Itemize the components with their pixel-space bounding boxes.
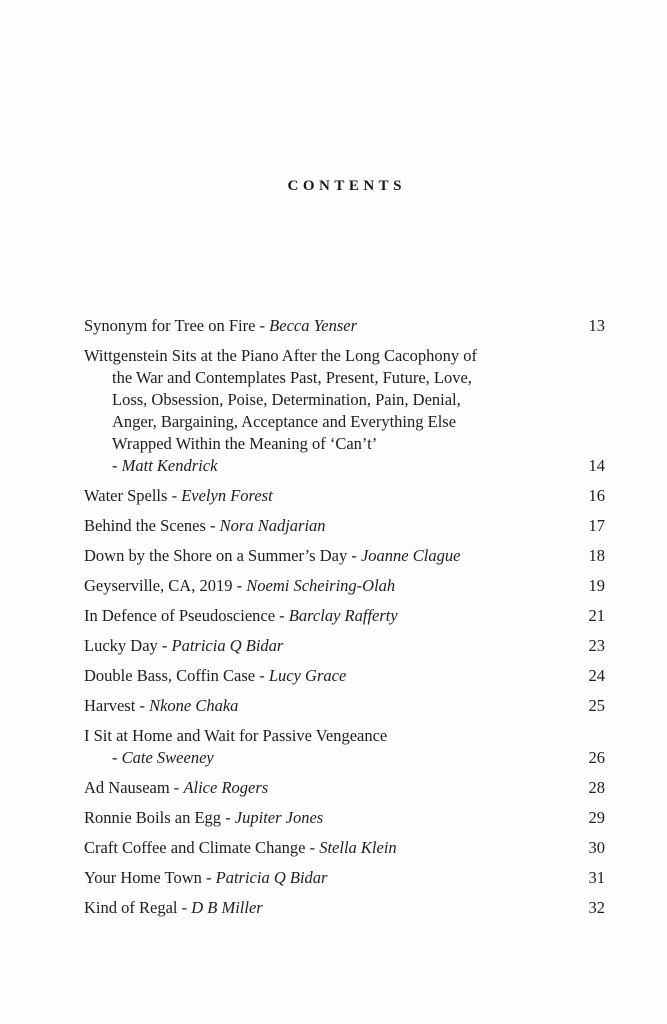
entry-title: [84, 545, 569, 567]
entry-title-line: Double Bass, Coffin Case - Lucy Grace: [84, 666, 347, 685]
table-of-contents: [84, 315, 605, 919]
toc-entry: [84, 665, 605, 687]
entry-title-line: Ronnie Boils an Egg - Jupiter Jones: [84, 808, 324, 827]
entry-title-line: Wittgenstein Sits at the Piano After the Long Cacophony of: [84, 346, 477, 365]
entry-author: Nkone Chaka: [149, 696, 239, 715]
entry-title-line: Harvest - Nkone Chaka: [84, 696, 239, 715]
entry-page-number: 32: [588, 898, 605, 917]
entry-title-line: Synonym for Tree on Fire - Becca Yenser: [84, 316, 357, 335]
entry-title: [84, 345, 569, 477]
entry-title: [84, 807, 569, 829]
entry-title-line: Behind the Scenes - Nora Nadjarian: [84, 516, 326, 535]
toc-entry: [84, 515, 605, 537]
toc-entry: [84, 605, 605, 627]
toc-entry: [84, 837, 605, 859]
entry-title: [84, 515, 569, 537]
entry-author-line: - Cate Sweeney: [112, 748, 214, 767]
page-title: CONTENTS: [287, 178, 407, 194]
entry-author: Noemi Scheiring-Olah: [246, 576, 396, 595]
entry-page-number: 24: [588, 666, 605, 685]
toc-entry: [84, 695, 605, 717]
entry-title-line: Geyserville, CA, 2019 - Noemi Scheiring-Olah: [84, 576, 396, 595]
entry-author: Patricia Q Bidar: [171, 636, 284, 655]
entry-author: Nora Nadjarian: [219, 516, 326, 535]
entry-page-number: 13: [588, 316, 605, 335]
toc-entry: [84, 575, 605, 597]
entry-author: Joanne Clague: [360, 546, 461, 565]
entry-title-line: the War and Contemplates Past, Present, Future, Love,: [112, 368, 472, 387]
entry-title: [84, 695, 569, 717]
entry-author: Patricia Q Bidar: [215, 868, 328, 887]
entry-title-line: Your Home Town - Patricia Q Bidar: [84, 868, 328, 887]
toc-entry: [84, 867, 605, 889]
entry-author: Barclay Rafferty: [288, 606, 398, 625]
toc-entry: [84, 545, 605, 567]
entry-title: [84, 665, 569, 687]
toc-entry: [84, 635, 605, 657]
entry-title: [84, 837, 569, 859]
entry-author: Becca Yenser: [269, 316, 357, 335]
entry-title-line: Lucky Day - Patricia Q Bidar: [84, 636, 284, 655]
entry-author: Lucy Grace: [268, 666, 347, 685]
entry-author: Jupiter Jones: [234, 808, 324, 827]
entry-title: [84, 605, 569, 627]
entry-author: Cate Sweeney: [121, 748, 214, 767]
entry-author-line: - Matt Kendrick: [112, 456, 218, 475]
entry-title-line: Kind of Regal - D B Miller: [84, 898, 263, 917]
entry-author: Matt Kendrick: [121, 456, 218, 475]
entry-page-number: 16: [588, 486, 605, 505]
entry-title: [84, 575, 569, 597]
entry-title-line: Ad Nauseam - Alice Rogers: [84, 778, 269, 797]
toc-entry: [84, 345, 605, 477]
entry-title-line: Down by the Shore on a Summer’s Day - Joanne Clague: [84, 546, 461, 565]
toc-entry: [84, 807, 605, 829]
entry-page-number: 14: [588, 456, 605, 475]
entry-title-line: Loss, Obsession, Poise, Determination, Pain, Denial,: [112, 390, 461, 409]
entry-title: [84, 635, 569, 657]
entry-author: D B Miller: [191, 898, 263, 917]
entry-page-number: 25: [588, 696, 605, 715]
entry-page-number: 19: [588, 576, 605, 595]
entry-page-number: 21: [588, 606, 605, 625]
entry-title-line: I Sit at Home and Wait for Passive Vengeance: [84, 726, 388, 745]
entry-title: [84, 725, 569, 769]
entry-title: [84, 485, 569, 507]
entry-title-line: Water Spells - Evelyn Forest: [84, 486, 273, 505]
entry-page-number: 18: [588, 546, 605, 565]
toc-entry: [84, 485, 605, 507]
toc-entry: [84, 777, 605, 799]
entry-page-number: 29: [588, 808, 605, 827]
toc-entry: [84, 315, 605, 337]
entry-page-number: 30: [588, 838, 605, 857]
entry-title: [84, 897, 569, 919]
entry-title: [84, 315, 569, 337]
entry-page-number: 17: [588, 516, 605, 535]
toc-entry: [84, 725, 605, 769]
entry-author: Evelyn Forest: [181, 486, 273, 505]
entry-page-number: 23: [588, 636, 605, 655]
entry-page-number: 31: [588, 868, 605, 887]
entry-title-line: Wrapped Within the Meaning of ‘Can’t’: [112, 434, 378, 453]
entry-author: Stella Klein: [319, 838, 397, 857]
entry-title: [84, 867, 569, 889]
entry-title-line: Craft Coffee and Climate Change - Stella Klein: [84, 838, 397, 857]
toc-entry: [84, 897, 605, 919]
entry-author: Alice Rogers: [183, 778, 269, 797]
entry-title-line: Anger, Bargaining, Acceptance and Everything Else: [112, 412, 457, 431]
entry-page-number: 28: [588, 778, 605, 797]
entry-title: [84, 777, 569, 799]
entry-page-number: 26: [588, 748, 605, 767]
entry-title-line: In Defence of Pseudoscience - Barclay Rafferty: [84, 606, 398, 625]
